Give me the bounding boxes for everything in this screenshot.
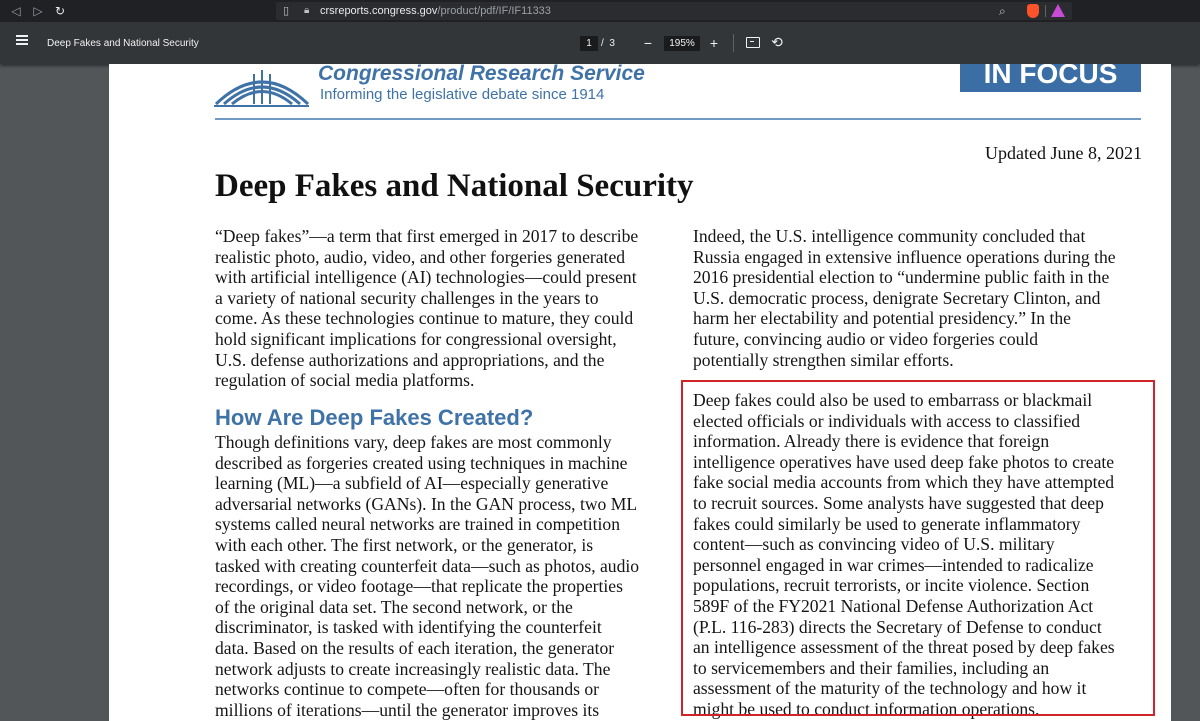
viewer-document-title: Deep Fakes and National Security	[47, 38, 199, 49]
menu-icon[interactable]	[16, 39, 28, 41]
text-line: “Deep fakes”—a term that first emerged in 2017 to describe	[215, 226, 639, 246]
text-line: content—such as convincing video of U.S. military	[693, 534, 1055, 555]
lock-icon[interactable]: 🔒︎	[304, 5, 310, 16]
text-line: with each other. The first network, or the generator, is	[215, 534, 594, 555]
text-line: Russia engaged in extensive influence operations during the	[693, 246, 1116, 267]
page-count: / 3	[601, 38, 615, 49]
text-line: personnel engaged in war crimes—intended to radicalize	[693, 554, 1094, 575]
zoom-out-button[interactable]: −	[643, 35, 653, 51]
text-line: with artificial intelligence (AI) technologies—could present	[215, 267, 637, 288]
text-line: elected officials or individuals with access to classified	[693, 410, 1081, 431]
text-line: networks continue to compete—often for thousands or	[215, 679, 600, 700]
highlight-box	[681, 380, 1155, 716]
zoom-level-input[interactable]: 195%	[664, 36, 700, 51]
header-rule	[215, 118, 1141, 120]
text-line: Though definitions vary, deep fakes are most commonly	[215, 432, 612, 452]
toolbar-divider	[733, 34, 734, 52]
divider	[1045, 5, 1046, 17]
text-line: potentially strengthen similar efforts.	[693, 349, 954, 370]
text-line: future, convincing audio or video forgeries could	[693, 328, 1039, 349]
section-heading: How Are Deep Fakes Created?	[215, 405, 534, 430]
text-line: 2016 presidential election to “undermine public faith in the	[693, 267, 1110, 288]
updated-date: Updated June 8, 2021	[985, 143, 1142, 163]
text-line: populations, recruit terrorists, or incite violence. Section	[693, 575, 1090, 596]
org-name: Congressional Research Service	[318, 62, 645, 85]
text-line: a variety of national security challenges in the years to	[215, 287, 599, 308]
zoom-magnifier-icon[interactable]: ⌕	[999, 4, 1006, 18]
text-line: U.S. democratic process, denigrate Secretary Clinton, and	[693, 287, 1101, 308]
russia-paragraph	[693, 226, 1116, 370]
text-line: adversarial networks (GANs). In the GAN process, two ML	[215, 493, 638, 514]
rewards-triangle-icon[interactable]	[1051, 4, 1065, 17]
address-bar[interactable]	[276, 2, 1072, 20]
page-number-input[interactable]: 1	[580, 36, 598, 51]
text-line: intelligence operatives have used deep fake photos to create	[693, 451, 1115, 472]
in-focus-badge: IN FOCUS	[960, 64, 1141, 92]
text-line: regulation of social media platforms.	[215, 370, 475, 391]
text-line: learning (ML)—a subfield of AI—especially generative	[215, 473, 609, 494]
text-line: systems called neural networks are trained in competition	[215, 514, 621, 535]
browser-toolbar	[0, 0, 1200, 22]
fit-page-icon[interactable]	[746, 37, 760, 48]
text-line: of the original data set. The second network, or the	[215, 596, 573, 617]
bookmark-icon[interactable]: ▯	[282, 4, 290, 17]
capitol-dome-logo	[214, 64, 309, 108]
page-title: Deep Fakes and National Security	[215, 168, 694, 204]
text-line: harm her electability and potential presidency.” In the	[693, 308, 1071, 329]
text-line: 589F of the FY2021 National Defense Authorization Act	[693, 595, 1094, 616]
forward-arrow-icon[interactable]: ▷	[33, 4, 43, 18]
org-tagline: Informing the legislative debate since 1914	[320, 86, 605, 103]
text-line: assessment of the maturity of the technology and how it	[693, 678, 1087, 699]
text-line: fake social media accounts from which they have attempted	[693, 472, 1115, 493]
text-line: to recruit sources. Some analysts have suggested that deep	[693, 492, 1104, 513]
creation-paragraph	[215, 432, 639, 720]
text-line: Deep fakes could also be used to embarrass or blackmail	[693, 390, 1093, 410]
text-line: information. Already there is evidence that foreign	[693, 431, 1050, 452]
text-line: network adjusts to create increasingly realistic data. The	[215, 658, 611, 679]
text-line: U.S. defense authorizations and appropriations, and the	[215, 349, 605, 370]
text-line: might be used to conduct information operations.	[693, 698, 1040, 719]
text-line: discriminator, is tasked with identifying the counterfeit	[215, 617, 602, 638]
text-line: Indeed, the U.S. intelligence community concluded that	[693, 226, 1086, 246]
text-line: fakes could similarly be used to generate inflammatory	[693, 513, 1081, 534]
text-line: recordings, or video footage—that replicate the properties	[215, 576, 623, 597]
back-arrow-icon[interactable]: ◁	[11, 4, 21, 18]
text-line: data. Based on the results of each iteration, the generator	[215, 637, 615, 658]
zoom-in-button[interactable]: +	[709, 35, 719, 51]
rotate-icon[interactable]: ⟲	[771, 35, 783, 51]
text-line: hold significant implications for congressional oversight,	[215, 328, 617, 349]
text-line: (P.L. 116-283) directs the Secretary of Defense to conduct	[693, 616, 1102, 637]
url-text[interactable]: crsreports.congress.gov/product/pdf/IF/IF11333	[320, 5, 551, 17]
pdf-toolbar	[0, 22, 1200, 64]
text-line: come. As these technologies continue to mature, they could	[215, 308, 634, 329]
text-line: millions of iterations—until the generator improves its	[215, 699, 600, 720]
text-line: described as forgeries created using techniques in machine	[215, 452, 628, 473]
text-line: an intelligence assessment of the threat posed by deep fakes	[693, 637, 1115, 658]
text-line: tasked with creating counterfeit data—such as photos, audio	[215, 555, 640, 576]
intro-paragraph	[215, 226, 638, 391]
brave-shield-icon[interactable]	[1027, 4, 1039, 18]
reload-icon[interactable]: ↻	[54, 4, 66, 18]
text-line: to servicemembers and their families, including an	[693, 657, 1050, 678]
text-line: realistic photo, audio, video, and other forgeries generated	[215, 246, 626, 267]
